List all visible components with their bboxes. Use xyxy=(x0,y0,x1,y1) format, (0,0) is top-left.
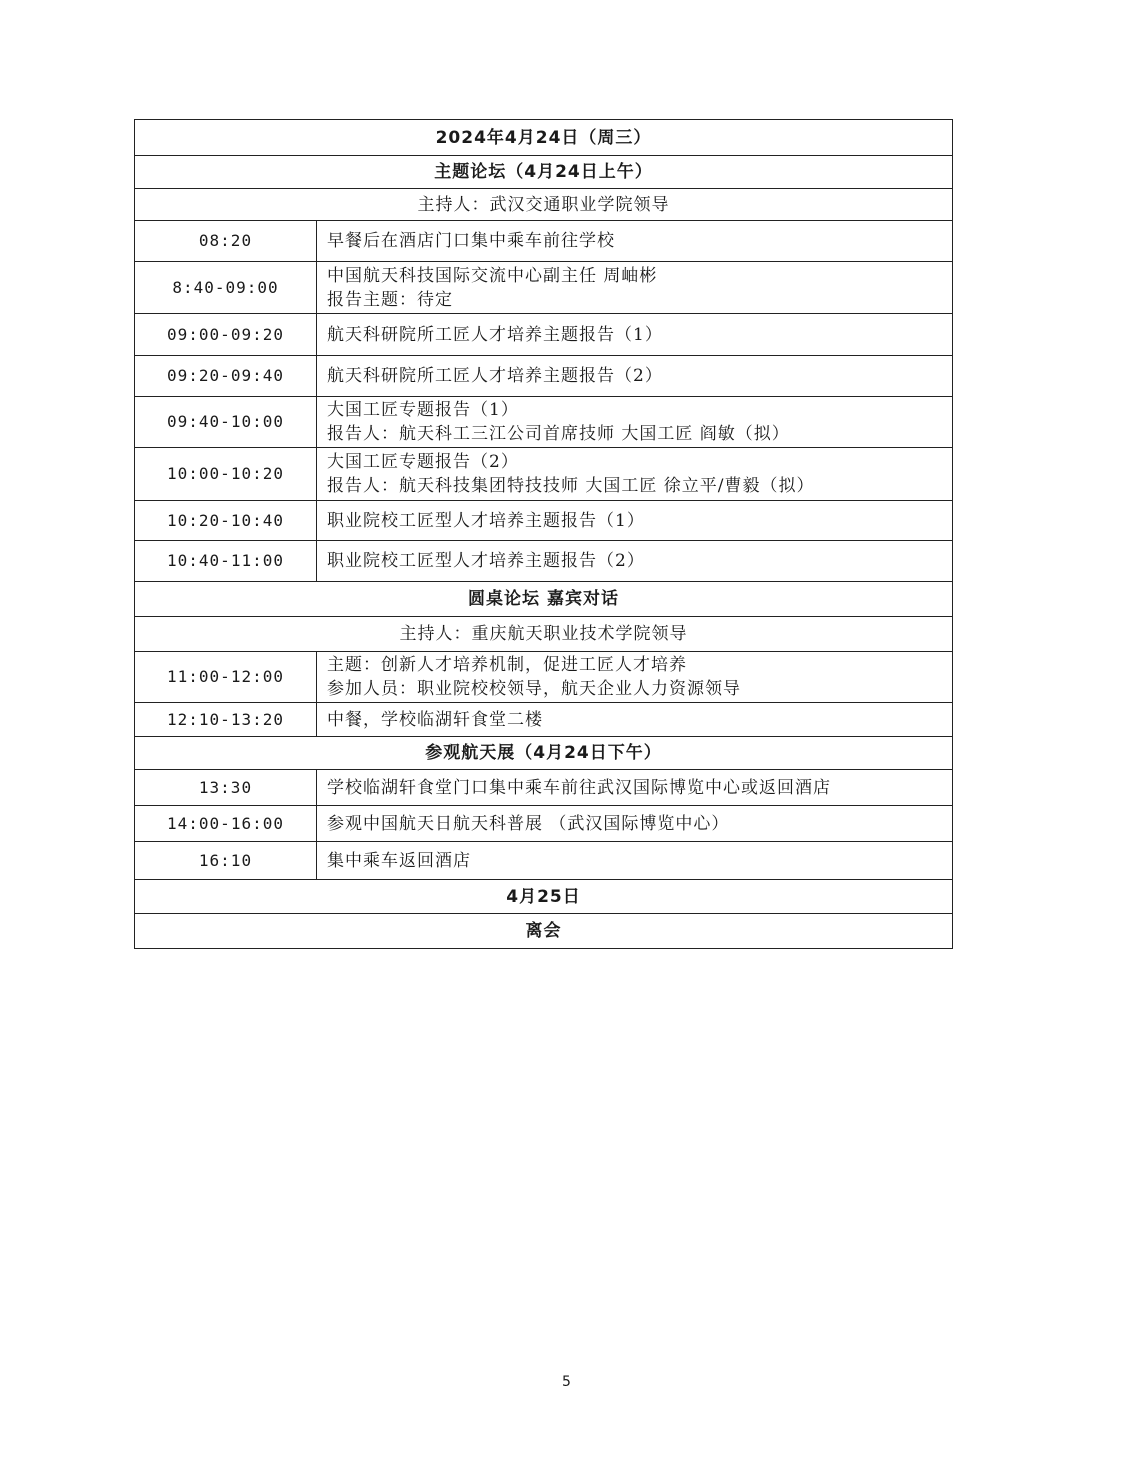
time-cell: 13:30 xyxy=(135,770,317,806)
time-cell: 12:10-13:20 xyxy=(135,703,317,737)
description-line: 集中乘车返回酒店 xyxy=(327,850,471,871)
description-cell xyxy=(317,501,953,541)
table-row xyxy=(135,262,953,314)
table-row xyxy=(135,397,953,448)
table-row xyxy=(135,314,953,356)
description-line: 报告人：航天科技集团特技技师 大国工匠 徐立平/曹毅（拟） xyxy=(327,476,815,496)
description-line: 参加人员：职业院校校领导，航天企业人力资源领导 xyxy=(327,679,741,699)
description-cell xyxy=(317,842,953,880)
section-title: 主题论坛（4月24日上午） xyxy=(135,156,953,189)
description-line: 报告主题：待定 xyxy=(327,289,453,310)
description-cell xyxy=(317,221,953,262)
description-cell xyxy=(317,770,953,806)
description-cell xyxy=(317,806,953,842)
description-cell xyxy=(317,703,953,737)
time-cell: 10:20-10:40 xyxy=(135,501,317,541)
description-line: 中国航天科技国际交流中心副主任 周岫彬 xyxy=(327,265,658,286)
date-header-row xyxy=(135,120,953,156)
departure-row xyxy=(135,914,953,949)
time-cell: 09:40-10:00 xyxy=(135,397,317,448)
description-cell xyxy=(317,262,953,314)
host-text: 主持人：重庆航天职业技术学院领导 xyxy=(135,617,953,652)
time-cell: 08:20 xyxy=(135,221,317,262)
table-row xyxy=(135,448,953,501)
time-cell: 09:20-09:40 xyxy=(135,356,317,397)
description-cell xyxy=(317,314,953,356)
time-cell: 10:00-10:20 xyxy=(135,448,317,501)
description-cell xyxy=(317,541,953,582)
departure-text: 离会 xyxy=(135,914,953,949)
description-cell xyxy=(317,448,953,501)
description-cell xyxy=(317,652,953,703)
host-row xyxy=(135,189,953,221)
table-row xyxy=(135,501,953,541)
description-line: 主题：创新人才培养机制，促进工匠人才培养 xyxy=(327,655,687,675)
schedule-table xyxy=(134,119,953,949)
description-line: 学校临湖轩食堂门口集中乘车前往武汉国际博览中心或返回酒店 xyxy=(327,777,831,798)
host-text: 主持人：武汉交通职业学院领导 xyxy=(135,189,953,221)
table-row xyxy=(135,806,953,842)
table-row xyxy=(135,842,953,880)
section-title-row xyxy=(135,737,953,770)
section-title-row xyxy=(135,156,953,189)
table-row xyxy=(135,703,953,737)
table-row xyxy=(135,770,953,806)
page-number: 5 xyxy=(562,1374,571,1390)
time-cell: 10:40-11:00 xyxy=(135,541,317,582)
description-line: 早餐后在酒店门口集中乘车前往学校 xyxy=(327,231,615,251)
table-row xyxy=(135,221,953,262)
description-cell xyxy=(317,397,953,448)
description-line: 航天科研院所工匠人才培养主题报告（2） xyxy=(327,366,663,386)
description-line: 大国工匠专题报告（1） xyxy=(327,400,519,420)
description-line: 航天科研院所工匠人才培养主题报告（1） xyxy=(327,324,663,345)
time-cell: 11:00-12:00 xyxy=(135,652,317,703)
date-header: 4月25日 xyxy=(135,880,953,914)
description-line: 报告人：航天科工三江公司首席技师 大国工匠 阎敏（拟） xyxy=(327,424,790,444)
date-header-row xyxy=(135,880,953,914)
description-cell xyxy=(317,356,953,397)
time-cell: 14:00-16:00 xyxy=(135,806,317,842)
section-title: 圆桌论坛 嘉宾对话 xyxy=(135,582,953,617)
description-line: 大国工匠专题报告（2） xyxy=(327,452,519,472)
description-line: 职业院校工匠型人才培养主题报告（2） xyxy=(327,551,645,571)
host-row xyxy=(135,617,953,652)
time-cell: 8:40-09:00 xyxy=(135,262,317,314)
description-line: 参观中国航天日航天科普展 （武汉国际博览中心） xyxy=(327,813,730,834)
section-title: 参观航天展（4月24日下午） xyxy=(135,737,953,770)
table-row xyxy=(135,541,953,582)
table-row xyxy=(135,652,953,703)
description-line: 中餐，学校临湖轩食堂二楼 xyxy=(327,709,543,730)
time-cell: 16:10 xyxy=(135,842,317,880)
time-cell: 09:00-09:20 xyxy=(135,314,317,356)
table-row xyxy=(135,356,953,397)
description-line: 职业院校工匠型人才培养主题报告（1） xyxy=(327,510,645,531)
date-header: 2024年4月24日（周三） xyxy=(135,120,953,156)
section-title-row xyxy=(135,582,953,617)
